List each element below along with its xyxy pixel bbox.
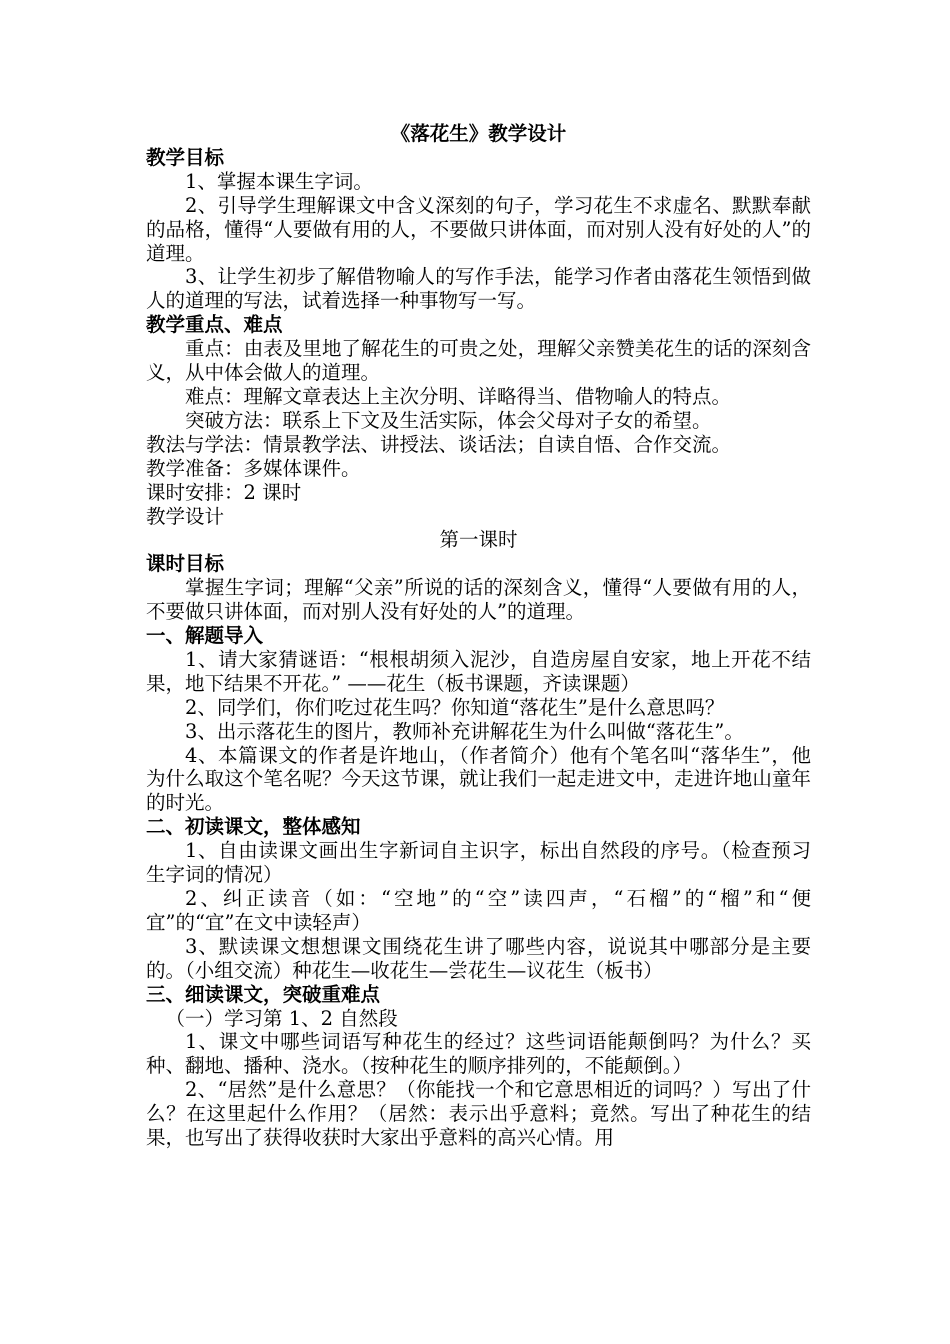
section-heading: 教学目标 xyxy=(146,145,225,169)
paragraph: 2、引导学生理解课文中含义深刻的句子，学习花生不求虚名、默默奉献的品格，懂得“人要做有用的人，不要做只讲体面，而对别人没有好处的人”的道理。 xyxy=(146,193,811,265)
section-heading: 一、解题导入 xyxy=(146,624,264,648)
paragraph: 教学设计 xyxy=(146,504,225,528)
paragraph: 2、同学们，你们吃过花生吗？你知道“落花生”是什么意思吗？ xyxy=(185,695,725,719)
section-heading: 二、初读课文，整体感知 xyxy=(146,815,361,839)
paragraph: 突破方法：联系上下文及生活实际，体会父母对子女的希望。 xyxy=(185,408,712,432)
document-title: 《落花生》教学设计 xyxy=(390,122,567,145)
paragraph: 2、纠正读音（如：“空地”的“空”读四声，“石榴”的“榴”和“便宜”的“宜”在文中读轻声） xyxy=(146,887,811,934)
paragraph: 1、请大家猜谜语：“根根胡须入泥沙，自造房屋自安家，地上开花不结果，地下结果不开花。” ——花生（板书课题，齐读课题） xyxy=(146,647,811,695)
paragraph: 3、让学生初步了解借物喻人的写作手法，能学习作者由落花生领悟到做人的道理的写法，试着选择一种事物写一写。 xyxy=(146,265,811,313)
paragraph: 2、“居然”是什么意思？（你能找一个和它意思相近的词吗？）写出了什么？在这里起什么作用？（居然：表示出乎意料；竟然。写出了种花生的结果，也写出了获得收获时大家出乎意料的高兴心情。用 xyxy=(146,1078,811,1150)
paragraph: 4、本篇课文的作者是许地山，（作者简介）他有个笔名叫“落华生”，他为什么取这个笔名呢？今天这节课，就让我们一起走进文中，走进许地山童年的时光。 xyxy=(146,743,811,815)
paragraph: 1、自由读课文画出生字新词自主识字，标出自然段的序号。（检查预习生字词的情况） xyxy=(146,839,811,887)
paragraph: 掌握生字词；理解“父亲”所说的话的深刻含义，懂得“人要做有用的人，不要做只讲体面，而对别人没有好处的人”的道理。 xyxy=(146,576,811,624)
lesson-heading: 第一课时 xyxy=(439,528,518,552)
paragraph: 1、课文中哪些词语写种花生的经过？这些词语能颠倒吗？为什么？买种、翻地、播种、浇水。（按种花生的顺序排列的，不能颠倒。） xyxy=(146,1030,811,1078)
paragraph: 1、掌握本课生字词。 xyxy=(185,169,373,193)
section-heading: 课时目标 xyxy=(146,552,225,576)
section-heading: 教学重点、难点 xyxy=(146,313,283,337)
paragraph: 3、出示落花生的图片，教师补充讲解花生为什么叫做“落花生”。 xyxy=(185,719,744,743)
paragraph: 难点：理解文章表达上主次分明、详略得当、借物喻人的特点。 xyxy=(185,384,732,408)
paragraph: （一）学习第 1、2 自然段 xyxy=(165,1006,398,1030)
paragraph: 重点：由表及里地了解花生的可贵之处，理解父亲赞美花生的话的深刻含义，从中体会做人的道理。 xyxy=(146,337,811,385)
document-body xyxy=(146,146,811,1150)
paragraph: 3、默读课文想想课文围绕花生讲了哪些内容，说说其中哪部分是主要的。（小组交流）种花生—收花生—尝花生—议花生（板书） xyxy=(146,934,811,982)
document-page xyxy=(146,122,811,1150)
paragraph: 教法与学法：情景教学法、讲授法、谈话法；自读自悟、合作交流。 xyxy=(146,432,732,456)
paragraph: 课时安排：2 课时 xyxy=(146,480,302,504)
section-heading: 三、细读课文，突破重难点 xyxy=(146,982,381,1006)
paragraph: 教学准备：多媒体课件。 xyxy=(146,456,361,480)
